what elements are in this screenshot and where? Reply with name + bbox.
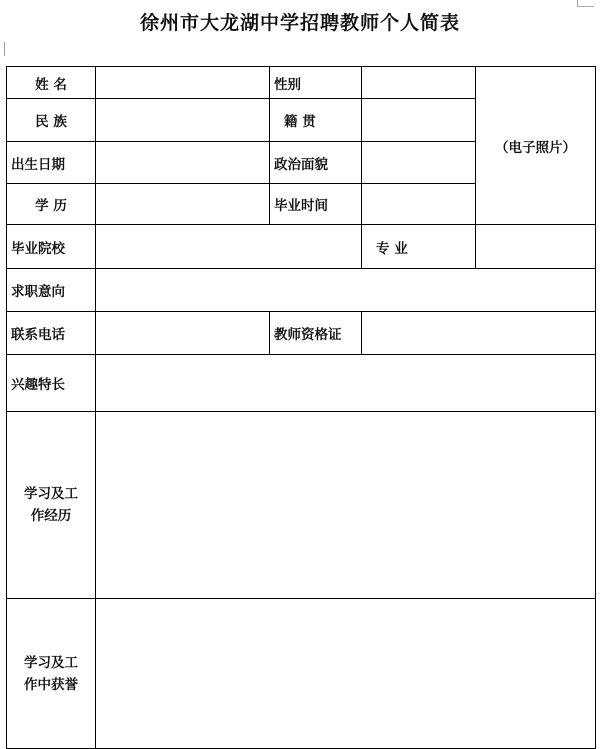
label-hobbies: 兴趣特长: [7, 355, 96, 412]
major-field[interactable]: [476, 225, 596, 269]
photo-placeholder: （电子照片）: [495, 139, 576, 156]
page-corner-marker: [577, 0, 594, 7]
label-major: 专 业: [362, 225, 476, 269]
native-place-field[interactable]: [362, 99, 476, 142]
label-name: 姓 名: [7, 67, 96, 99]
label-graduation-time: 毕业时间: [270, 184, 362, 225]
education-field[interactable]: [96, 184, 270, 225]
hobbies-field[interactable]: [96, 355, 596, 412]
row-contact: [7, 312, 596, 355]
row-name: [7, 67, 596, 99]
label-graduation-school: 毕业院校: [7, 225, 96, 269]
label-honors-line2: 作中获誉: [24, 676, 78, 693]
teacher-cert-field[interactable]: [362, 312, 596, 355]
name-field[interactable]: [96, 67, 270, 99]
resume-form-table: [6, 66, 596, 749]
label-education: 学 历: [7, 184, 96, 225]
political-status-field[interactable]: [362, 142, 476, 184]
label-native-place: 籍 贯: [270, 99, 362, 142]
photo-box[interactable]: [476, 67, 596, 225]
study-work-history-field[interactable]: [96, 412, 596, 599]
form-title: 徐州市大龙湖中学招聘教师个人简表: [139, 12, 460, 34]
label-study-work-history-line2: 作经历: [30, 508, 72, 524]
job-intention-field[interactable]: [96, 269, 596, 312]
row-job-intention: [7, 269, 596, 312]
label-honors: [7, 599, 96, 749]
label-study-work-history: [7, 412, 96, 599]
row-work-history: [7, 412, 596, 599]
row-honors: [7, 599, 596, 749]
ethnicity-field[interactable]: [96, 99, 270, 142]
graduation-school-field[interactable]: [96, 225, 362, 269]
birth-date-field[interactable]: [96, 142, 270, 184]
margin-marker: [0, 42, 5, 56]
row-school: [7, 225, 596, 269]
graduation-time-field[interactable]: [362, 184, 476, 225]
label-honors-line1: 学习及工: [24, 654, 78, 671]
label-job-intention: 求职意向: [7, 269, 96, 312]
label-ethnicity: 民 族: [7, 99, 96, 142]
gender-field[interactable]: [362, 67, 476, 99]
label-birth-date: 出生日期: [7, 142, 96, 184]
phone-field[interactable]: [96, 312, 270, 355]
label-phone: 联系电话: [7, 312, 96, 355]
honors-field[interactable]: [96, 599, 596, 749]
label-political-status: 政治面貌: [270, 142, 362, 184]
label-gender: 性别: [270, 67, 362, 99]
label-teacher-cert: 教师资格证: [270, 312, 362, 355]
row-hobbies: [7, 355, 596, 412]
label-study-work-history-line1: 学习及工: [24, 486, 78, 502]
